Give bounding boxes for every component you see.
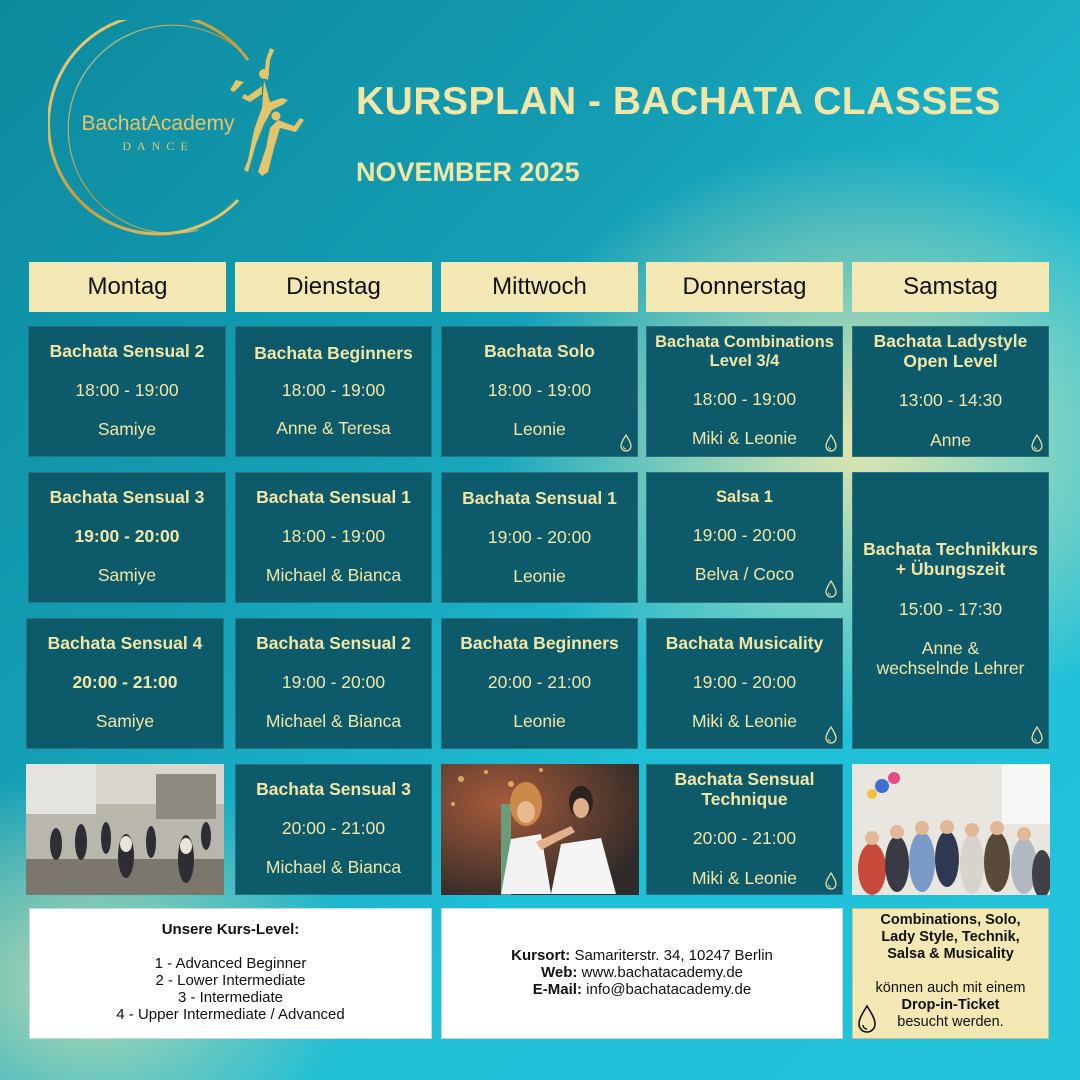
level-item: 1 - Advanced Beginner (154, 955, 307, 972)
class-title: Bachata Musicality (665, 633, 824, 653)
dance-couple-photo (441, 764, 639, 895)
class-teacher-line2: wechselnde Lehrer (876, 658, 1025, 678)
class-title-line1: Bachata Sensual (674, 769, 815, 789)
dropin-line: Combinations, Solo, (880, 912, 1021, 928)
page-subtitle: NOVEMBER 2025 (356, 157, 580, 187)
contact-box (441, 908, 843, 1039)
class-card-tuesday-3[interactable] (235, 618, 432, 749)
class-time: 18:00 - 19:00 (487, 380, 592, 400)
class-card-monday-2[interactable] (28, 472, 226, 603)
class-title: Bachata Solo (484, 341, 595, 361)
class-time: 19:00 - 20:00 (281, 672, 386, 692)
class-time: 19:00 - 20:00 (487, 527, 592, 547)
levels-heading: Unsere Kurs-Level: (161, 921, 300, 938)
level-item: 3 - Intermediate (177, 989, 284, 1006)
dance-party-photo (852, 764, 1050, 895)
class-time: 20:00 - 21:00 (692, 828, 797, 848)
class-time: 20:00 - 21:00 (487, 672, 592, 692)
class-time: 18:00 - 19:00 (281, 526, 386, 546)
dance-class-photo-1 (26, 764, 224, 895)
email-link[interactable]: info@bachatacademy.de (586, 981, 752, 998)
drop-in-icon (824, 580, 838, 598)
drop-in-icon (619, 434, 633, 452)
class-title: Bachata Beginners (254, 343, 413, 363)
day-header-monday: Montag (29, 262, 226, 312)
class-title-line2: + Übungszeit (895, 559, 1006, 579)
class-title-line1: Bachata Ladystyle (873, 331, 1028, 351)
class-teacher: Leonie (513, 566, 566, 586)
class-card-monday-3[interactable] (26, 618, 224, 749)
dropin-box (852, 908, 1049, 1039)
class-time: 18:00 - 19:00 (281, 380, 386, 400)
class-card-wednesday-1[interactable] (441, 326, 638, 457)
drop-in-icon (824, 872, 838, 890)
logo (48, 20, 308, 242)
dropin-line: können auch mit einem (875, 980, 1026, 996)
class-teacher: Miki & Leonie (691, 711, 798, 731)
class-card-tuesday-4[interactable] (235, 764, 432, 895)
class-card-saturday-1[interactable] (852, 326, 1049, 457)
dropin-line: besucht werden. (897, 1014, 1004, 1030)
levels-box (29, 908, 432, 1039)
class-title: Bachata Sensual 2 (256, 633, 411, 653)
logo-brand: BachatAcademy (81, 112, 235, 135)
location-value: Samariterstr. 34, 10247 Berlin (574, 947, 773, 964)
level-item: 4 - Upper Intermediate / Advanced (116, 1006, 345, 1023)
day-header-tuesday: Dienstag (235, 262, 432, 312)
class-teacher: Anne (930, 430, 971, 450)
day-header-wednesday: Mittwoch (441, 262, 638, 312)
location-label: Kursort: (511, 947, 571, 964)
class-teacher: Michael & Bianca (265, 857, 402, 877)
day-header-saturday: Samstag (852, 262, 1049, 312)
dropin-line: Lady Style, Technik, (881, 929, 1020, 945)
logo-subtitle: DANCE (122, 139, 194, 153)
class-teacher-line1: Anne & (921, 638, 980, 658)
class-title-line1: Bachata Technikkurs (863, 539, 1038, 559)
day-header-thursday: Donnerstag (646, 262, 843, 312)
class-teacher: Anne & Teresa (276, 418, 391, 438)
drop-in-icon (824, 726, 838, 744)
class-teacher: Samiye (97, 565, 157, 585)
class-time: 18:00 - 19:00 (692, 389, 797, 409)
class-teacher: Leonie (513, 419, 566, 439)
class-time: 19:00 - 20:00 (74, 526, 180, 546)
class-teacher: Belva / Coco (694, 564, 795, 584)
class-title: Bachata Sensual 1 (462, 488, 617, 508)
class-title: Bachata Sensual 4 (47, 633, 203, 653)
class-card-monday-1[interactable] (28, 326, 226, 457)
class-time: 19:00 - 20:00 (692, 525, 797, 545)
web-label: Web: (540, 964, 578, 981)
class-time: 13:00 - 14:30 (898, 390, 1003, 410)
class-time: 20:00 - 21:00 (281, 818, 386, 838)
email-label: E-Mail: (532, 981, 582, 998)
class-card-tuesday-1[interactable] (235, 326, 432, 457)
class-title-line2: Open Level (903, 351, 998, 371)
web-link[interactable]: www.bachatacademy.de (581, 964, 744, 981)
contact-web (442, 964, 842, 981)
drop-in-icon (856, 1004, 878, 1034)
dropin-line: Drop-in-Ticket (901, 997, 1000, 1013)
contact-email (442, 981, 842, 998)
class-title-line1: Bachata Combinations (655, 333, 834, 351)
class-teacher: Michael & Bianca (265, 711, 402, 731)
class-time: 18:00 - 19:00 (75, 380, 179, 400)
class-card-thursday-2[interactable] (646, 472, 843, 603)
class-teacher: Michael & Bianca (265, 565, 402, 585)
class-teacher: Leonie (513, 711, 566, 731)
level-item: 2 - Lower Intermediate (155, 972, 306, 989)
class-title: Bachata Sensual 2 (49, 341, 205, 361)
page-title: KURSPLAN - BACHATA CLASSES (356, 80, 1001, 123)
drop-in-icon (1030, 726, 1044, 744)
class-title: Bachata Beginners (460, 633, 619, 653)
drop-in-icon (824, 434, 838, 452)
class-title: Bachata Sensual 3 (256, 779, 411, 799)
class-title-line2: Technique (701, 789, 788, 809)
class-time: 15:00 - 17:30 (898, 599, 1003, 619)
drop-in-icon (1030, 434, 1044, 452)
class-title: Salsa 1 (716, 488, 773, 506)
contact-location (442, 947, 842, 964)
class-time: 20:00 - 21:00 (72, 672, 178, 692)
class-teacher: Samiye (97, 419, 157, 439)
class-teacher: Miki & Leonie (691, 428, 798, 448)
class-card-thursday-4[interactable] (646, 764, 843, 895)
class-title: Bachata Sensual 1 (256, 487, 411, 507)
class-teacher: Samiye (95, 711, 155, 731)
class-card-thursday-3[interactable] (646, 618, 843, 749)
class-card-wednesday-3[interactable] (441, 618, 638, 749)
class-title-line2: Level 3/4 (709, 352, 780, 370)
class-card-thursday-1[interactable] (646, 326, 843, 457)
class-teacher: Miki & Leonie (691, 868, 798, 888)
dropin-line: Salsa & Musicality (887, 946, 1014, 962)
class-card-wednesday-2[interactable] (441, 472, 638, 603)
class-card-tuesday-2[interactable] (235, 472, 432, 603)
class-card-saturday-2[interactable] (852, 472, 1049, 749)
class-title: Bachata Sensual 3 (49, 487, 205, 507)
class-time: 19:00 - 20:00 (692, 672, 797, 692)
